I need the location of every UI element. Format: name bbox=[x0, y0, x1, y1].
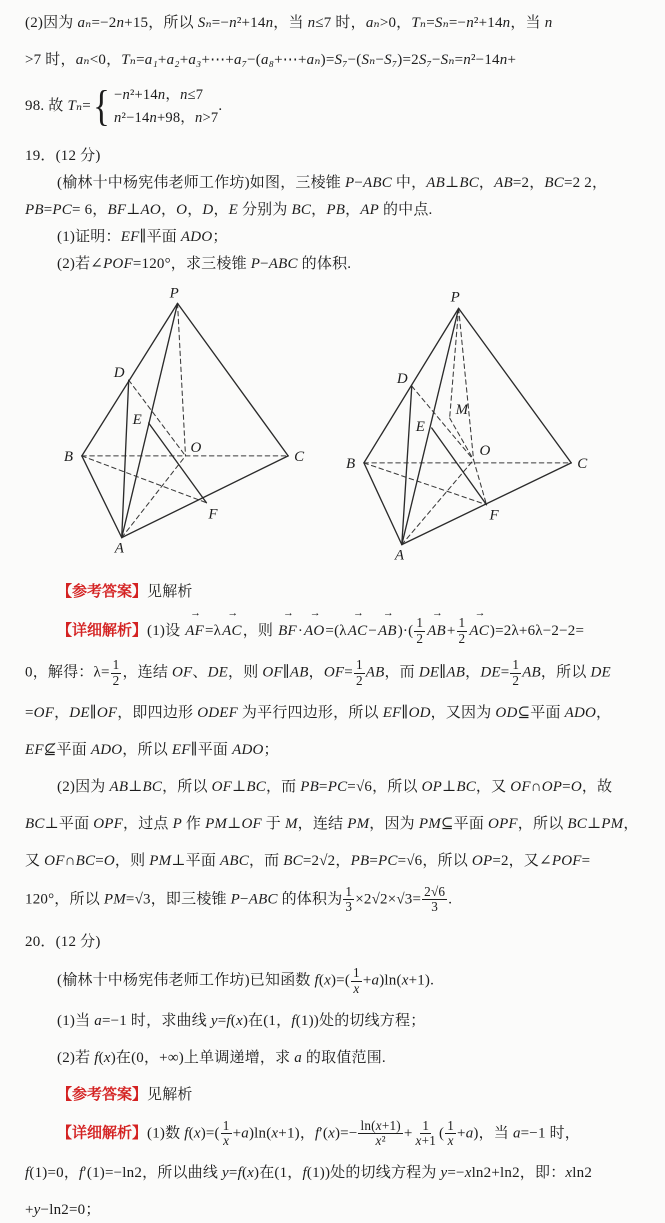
math-text: 见解析 bbox=[147, 584, 193, 601]
math-text: >7 时，aₙ<0，Tₙ=a₁+a₂+a₃+⋯+a₇−(a₈+⋯+aₙ)=S₇−(Sₙ−S₇)=2S₇−Sₙ=n²−14n+ bbox=[25, 52, 517, 68]
vertex-label-B: B bbox=[345, 455, 356, 472]
edge-BF-dashed bbox=[364, 463, 487, 505]
text-line bbox=[25, 774, 643, 800]
edge-EF bbox=[432, 428, 487, 505]
fraction: $\frac{1}{2}$ bbox=[355, 656, 363, 688]
fraction: $\frac{1}{2}$ bbox=[512, 656, 520, 688]
edge-BP bbox=[82, 304, 178, 456]
vertex-label-M: M bbox=[455, 402, 469, 419]
vertex-label-D: D bbox=[396, 371, 408, 388]
text-line bbox=[25, 251, 643, 277]
vector-AF: AF → bbox=[185, 616, 204, 644]
math-text: AB，而 DE∥AB，DE= bbox=[365, 664, 510, 681]
vertex-label-D: D bbox=[113, 365, 125, 382]
math-text: 120°，所以 PM=√3，即三棱锥 P−ABC 的体积为 bbox=[25, 891, 343, 908]
fraction: $\frac{\ln(x+1)}{\text{x²}}$ bbox=[360, 1117, 401, 1149]
vertex-label-A: A bbox=[114, 540, 124, 557]
math-text: (1)当 a=−1 时，求曲线 y=f(x)在(1，f(1))处的切线方程； bbox=[57, 1012, 426, 1029]
math-text: EF⊈平面 ADO，所以 EF∥平面 ADO； bbox=[25, 741, 279, 758]
text-line bbox=[25, 170, 643, 196]
vertex-label-E: E bbox=[132, 412, 142, 429]
fraction: $\frac{1}{2}$ bbox=[416, 615, 424, 647]
text-line bbox=[25, 616, 643, 647]
vector-AC: AC → bbox=[469, 616, 489, 644]
math-text: (2)若∠POF=120°，求三棱锥 P−ABC 的体积. bbox=[57, 256, 352, 273]
vertex-label-C: C bbox=[294, 448, 305, 465]
edge-EF bbox=[149, 423, 207, 503]
edge-AD bbox=[402, 386, 412, 544]
math-text: (榆林十中杨宪伟老师工作坊)如图，三棱锥 P−ABC 中，AB⊥BC，AB=2，BC=2 2， bbox=[57, 175, 608, 192]
detailed-analysis-label: 【详细解析】 bbox=[57, 1125, 148, 1142]
math-text: 见解析 bbox=[147, 1086, 193, 1103]
math-text: (1)数 f(x)=( bbox=[147, 1125, 220, 1142]
math-text: )·( bbox=[397, 623, 414, 640]
edge-PC bbox=[459, 308, 572, 462]
fraction: $\frac{1}{x+1}$ bbox=[415, 1117, 437, 1149]
edge-BA bbox=[364, 463, 402, 545]
fraction: $\frac{1}{3}$ bbox=[345, 883, 353, 915]
edge-AP bbox=[122, 304, 178, 538]
vector-AB: AB → bbox=[378, 616, 397, 644]
reference-answer-label: 【参考答案】 bbox=[57, 1086, 148, 1103]
text-line bbox=[25, 1008, 643, 1034]
vector-AO: AO → bbox=[304, 616, 324, 644]
math-text: 又 OF∩BC=O，则 PM⊥平面 ABC，而 BC=2√2，PB=PC=√6，所以 OP=2，又∠POF= bbox=[25, 852, 591, 869]
text-line bbox=[25, 579, 643, 605]
math-text: . bbox=[448, 891, 453, 908]
edge-BP bbox=[364, 308, 459, 462]
math-text: (2)若 f(x)在(0，+∞)上单调递增，求 a 的取值范围. bbox=[57, 1049, 386, 1066]
text-line bbox=[25, 1119, 643, 1150]
math-text: )=2λ+6λ−2−2= bbox=[489, 623, 585, 640]
text-line bbox=[25, 700, 643, 726]
detailed-analysis-label: 【详细解析】 bbox=[57, 623, 148, 640]
vertex-label-E: E bbox=[415, 419, 425, 436]
text-line bbox=[25, 1082, 643, 1108]
math-text: (1)证明：EF∥平面 ADO； bbox=[57, 229, 228, 246]
vector-AC: AC → bbox=[222, 616, 242, 644]
piecewise-cases bbox=[91, 84, 218, 129]
figure-right-tetrahedron-PABC-with-M bbox=[344, 283, 643, 568]
text-line bbox=[25, 848, 643, 874]
math-text: +a)ln(x+1). bbox=[362, 972, 435, 989]
vertex-label-C: C bbox=[577, 455, 588, 472]
edge-AP bbox=[402, 308, 459, 544]
edge-AC bbox=[122, 456, 288, 538]
fraction: $\frac{1}{2}$ bbox=[112, 656, 120, 688]
math-text: (2)因为 AB⊥BC，所以 OF⊥BC，而 PB=PC=√6，所以 OP⊥BC，又 OF∩OP=O，故 bbox=[57, 778, 613, 795]
math-text: +a)，当 a=−1 时， bbox=[457, 1125, 581, 1142]
fraction: $\frac{2√6}{3}$ bbox=[424, 883, 446, 915]
edge-PC bbox=[178, 304, 289, 456]
text-line bbox=[25, 47, 643, 73]
text-line bbox=[25, 737, 643, 763]
fraction: $\frac{1}{x}$ bbox=[447, 1117, 455, 1149]
case-row: n²−14n+98，n>7 bbox=[114, 109, 219, 126]
geometry-figures bbox=[39, 283, 643, 568]
text-line bbox=[25, 966, 643, 997]
text-line bbox=[25, 10, 643, 36]
fraction: $\frac{1}{x}$ bbox=[222, 1117, 230, 1149]
math-text: (2)因为 aₙ=−2n+15，所以 Sₙ=−n²+14n，当 n≤7 时，aₙ>0，Tₙ=Sₙ=−n²+14n，当 n bbox=[25, 15, 553, 31]
edge-PO-dashed bbox=[459, 308, 474, 459]
math-text: BC⊥平面 OPF，过点 P 作 PM⊥OF 于 M，连结 PM，因为 PM⊆平面 OPF，所以 BC⊥PM， bbox=[25, 815, 639, 832]
math-text: 0，解得：λ= bbox=[25, 664, 110, 681]
math-text: + bbox=[403, 1125, 413, 1142]
text-line bbox=[25, 84, 643, 129]
vertex-label-F: F bbox=[208, 506, 218, 523]
figure-left-tetrahedron-PABC-with-O-D-E-F bbox=[39, 283, 338, 568]
text-line bbox=[25, 1160, 643, 1186]
vector-AC: AC → bbox=[348, 616, 368, 644]
reference-answer-label: 【参考答案】 bbox=[57, 584, 148, 601]
vertex-label-O: O bbox=[479, 442, 491, 459]
vertex-label-A: A bbox=[394, 547, 404, 564]
math-text: ，则 bbox=[242, 623, 278, 640]
text-line bbox=[25, 224, 643, 250]
text-line bbox=[25, 885, 643, 916]
math-text: =OF，DE∥OF，即四边形 ODEF 为平行四边形，所以 EF∥OD，又因为 OD⊆平面 ADO， bbox=[25, 704, 612, 721]
edge-OF-dashed bbox=[474, 460, 487, 505]
text-line bbox=[25, 197, 643, 223]
math-text: =λ bbox=[205, 623, 222, 640]
math-text: (1)设 bbox=[147, 623, 185, 640]
math-text: . bbox=[218, 97, 223, 114]
math-text: +a)ln(x+1)，f′(x)=− bbox=[232, 1125, 358, 1142]
math-text: =(λ bbox=[325, 623, 347, 640]
vector-AB: AB → bbox=[427, 616, 446, 644]
text-line bbox=[25, 1045, 643, 1071]
case-row: −n²+14n，n≤7 bbox=[114, 87, 204, 103]
math-text: 98. 故 Tₙ= bbox=[25, 97, 91, 114]
math-text: 19．(12 分) bbox=[25, 148, 101, 165]
vertex-label-P: P bbox=[169, 285, 179, 302]
vertex-label-B: B bbox=[63, 448, 74, 465]
vector-BF: BF → bbox=[278, 616, 297, 644]
fraction: $\frac{1}{x}$ bbox=[353, 965, 360, 996]
text-line bbox=[25, 1197, 643, 1223]
math-text: ×2√2×√3= bbox=[355, 891, 422, 908]
vertex-label-F: F bbox=[489, 507, 499, 524]
text-line bbox=[25, 658, 643, 689]
text-line bbox=[25, 143, 643, 169]
math-text: ( bbox=[439, 1125, 445, 1142]
math-text: (榆林十中杨宪伟老师工作坊)已知函数 f(x)=( bbox=[57, 972, 351, 989]
vertex-label-O: O bbox=[190, 440, 202, 457]
vertex-label-P: P bbox=[450, 289, 460, 306]
text-line bbox=[25, 811, 643, 837]
text-line bbox=[25, 929, 643, 955]
fraction: $\frac{1}{2}$ bbox=[458, 615, 466, 647]
edge-PO-dashed bbox=[178, 304, 186, 456]
math-text: 20．(12 分) bbox=[25, 934, 101, 951]
math-text: AB，所以 DE bbox=[522, 664, 611, 681]
math-text: PB=PC= 6，BF⊥AO，O，D，E 分别为 BC，PB，AP 的中点. bbox=[25, 202, 433, 219]
math-text: +y−ln2=0； bbox=[25, 1202, 101, 1219]
math-text: + bbox=[446, 623, 456, 640]
math-text: f(1)=0，f′(1)=−ln2，所以曲线 y=f(x)在(1，f(1))处的切线方程为 y=−xln2+ln2，即：xln2 bbox=[25, 1165, 593, 1182]
math-text: ，连结 OF、DE，则 OF∥AB，OF= bbox=[122, 664, 353, 681]
math-text: · bbox=[297, 623, 304, 640]
brace-glyph: { bbox=[93, 82, 110, 131]
math-text: − bbox=[368, 623, 377, 640]
